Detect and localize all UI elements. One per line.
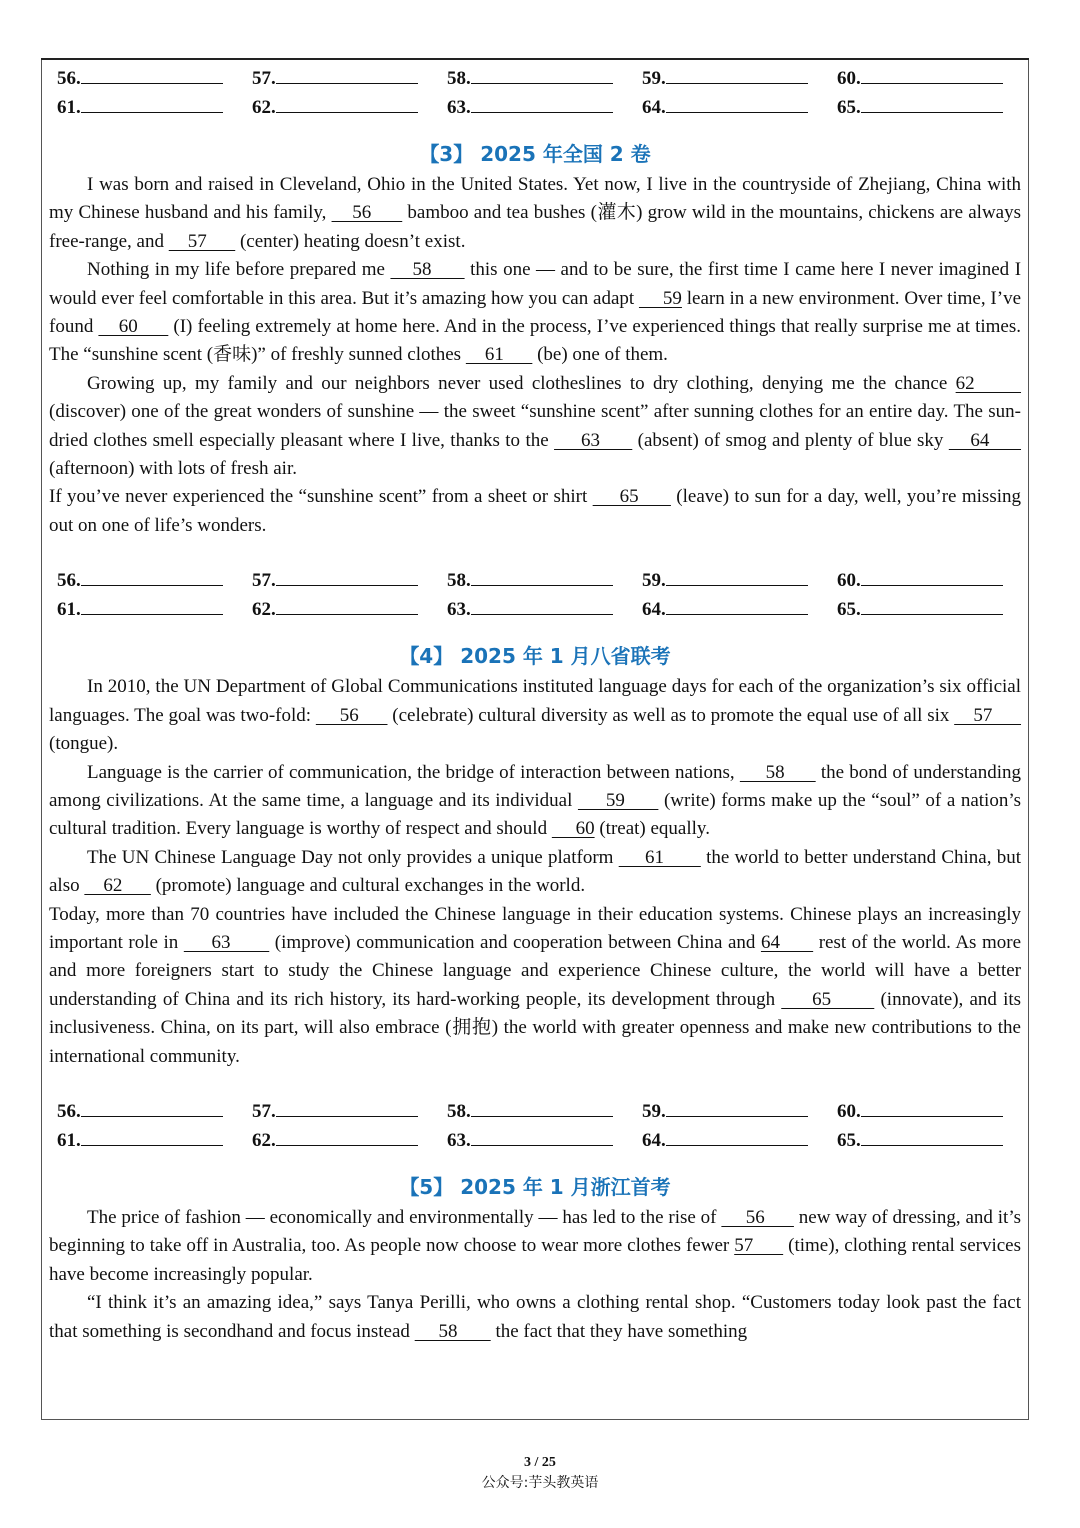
section-title: 【4】 2025 年 1 月八省联考 [399, 644, 671, 669]
paragraph: Growing up, my family and our neighbors never used clotheslines to dry clothing, denying me the chance 62 (discover) one of the great wonders of sunshine — the sweet “sunshine scent” after sunning clothes for an entire day. The sun-dried clothes smell especially pleasant where I live, thanks to the 63 (absent) of smog and plenty of blue sky 64 (afternoon) with lots of fresh air. [49, 372, 1022, 480]
blank: 56 [721, 1206, 794, 1228]
blank: 57 [168, 230, 236, 252]
blank: 65 [592, 486, 671, 508]
paragraph: The price of fashion — economically and environmentally — has led to the rise of 56 new way of dressing, and it’s beginning to take off in Australia, too. As people now choose to wear more clothes fewer 57 (time), clothing rental services have become increasingly popular. [49, 1206, 1022, 1285]
blank: 58 [390, 259, 465, 281]
answer-slot: 62. [252, 1128, 447, 1153]
section-title: 【3】 2025 年全国 2 卷 [419, 142, 651, 166]
blank: 62 [84, 875, 151, 897]
answer-grid [49, 1099, 1021, 1153]
page-content [49, 62, 1021, 1346]
answer-slot: 60. [837, 66, 1032, 91]
page-footer [0, 1455, 1080, 1493]
answer-slot: 59. [642, 568, 837, 593]
blank: 60 [551, 818, 595, 840]
paragraph: I was born and raised in Cleveland, Ohio in the United States. Yet now, I live in the countryside of Zhejiang, China with my Chinese husband and his family, 56 bamboo and tea bushes (灌木) grow wild in the mountains, chickens are always free-range, and 57 (center) heating doesn’t exist. [49, 174, 1021, 252]
publisher-note: 公众号:芋头教英语 [481, 1475, 599, 1491]
answer-slot: 63. [447, 95, 642, 120]
blank: 56 [315, 704, 388, 726]
answer-slot: 61. [57, 597, 252, 622]
paragraph: Nothing in my life before prepared me 58 this one — and to be sure, the first time I came here I never imagined I would ever feel comfortable in this area. But it’s amazing how you can adapt 59 learn in a new environment. Over time, I’ve found 60 (I) feeling extremely at home here. And in the process, I’ve experienced things that really surprise me at times. The “sunshine scent (香味)” of freshly sunned clothes 61 (be) one of them. [49, 259, 1022, 366]
answer-slot: 64. [642, 597, 837, 622]
blank: 59 [577, 789, 659, 811]
paragraph: “I think it’s an amazing idea,” says Tanya Perilli, who owns a clothing rental shop. “Customers today look past the fact that something is secondhand and focus instead 58 the fact that they have something [49, 1292, 1021, 1342]
blank: 57 [954, 704, 1022, 726]
answer-slot: 58. [447, 1099, 642, 1124]
answer-slot: 58. [447, 568, 642, 593]
answer-slot: 57. [252, 66, 447, 91]
answer-slot: 62. [252, 95, 447, 120]
answer-slot: 65. [837, 1128, 1032, 1153]
answer-slot: 64. [642, 95, 837, 120]
answer-slot: 59. [642, 66, 837, 91]
blank: 59 [638, 287, 682, 309]
answer-slot: 57. [252, 568, 447, 593]
answer-slot: 64. [642, 1128, 837, 1153]
blank: 63 [554, 429, 633, 451]
blank: 61 [465, 344, 533, 366]
answer-slot: 56. [57, 1099, 252, 1124]
paragraph: In 2010, the UN Department of Global Communications instituted language days for each of the organization’s six official languages. The goal was two-fold: 56 (celebrate) cultural diversity as well as to promote the equal use of all six 57 (tongue). [49, 676, 1022, 755]
blank: 58 [414, 1320, 491, 1342]
blank: 58 [739, 761, 816, 783]
blank: 64 [948, 429, 1022, 451]
blank: 63 [183, 931, 270, 953]
answer-slot: 61. [57, 1128, 252, 1153]
answer-slot: 58. [447, 66, 642, 91]
answer-slot: 59. [642, 1099, 837, 1124]
answer-slot: 61. [57, 95, 252, 120]
answer-slot: 60. [837, 568, 1032, 593]
answer-grid [49, 66, 1021, 120]
blank: 64 [760, 931, 814, 953]
blank: 65 [781, 988, 875, 1010]
answer-slot: 56. [57, 66, 252, 91]
blank: 62 [955, 372, 1022, 394]
blank: 61 [618, 846, 701, 868]
paragraph: Language is the carrier of communication, the bridge of interaction between nations, 58 the bond of understanding among civilizations. At the same time, a language and its individual 59 (write) forms make up the “soul” of a nation’s cultural tradition. Every language is worthy of respect and should 60 (treat) equally. [49, 761, 1022, 840]
answer-slot: 57. [252, 1099, 447, 1124]
top-rule [41, 58, 1029, 60]
blank: 60 [98, 316, 169, 338]
answer-slot: 63. [447, 597, 642, 622]
paragraph: If you’ve never experienced the “sunshine scent” from a sheet or shirt 65 (leave) to sun for a day, well, you’re missing out on one of life’s wonders. [49, 486, 1021, 536]
answer-slot: 63. [447, 1128, 642, 1153]
answer-grid [49, 568, 1021, 622]
answer-slot: 60. [837, 1099, 1032, 1124]
paragraph: Today, more than 70 countries have included the Chinese language in their education systems. Chinese plays an increasingly important role in 63 (improve) communication and cooperation between China and 64 rest of the world. As more and more foreigners start to study the Chinese language and experience Chinese culture, the world will have a better understanding of China and its rich history, its hard-working people, its development through 65 (innovate), and its inclusiveness. China, on its part, will also embrace (拥抱) the world with greater openness and make new contributions to the international community. [49, 903, 1022, 1067]
paragraph: The UN Chinese Language Day not only provides a unique platform 61 the world to better understand China, but also 62 (promote) language and cultural exchanges in the world. [49, 846, 1022, 897]
answer-slot: 65. [837, 597, 1032, 622]
section-title: 【5】 2025 年 1 月浙江首考 [399, 1174, 671, 1199]
answer-slot: 65. [837, 95, 1032, 120]
answer-slot: 62. [252, 597, 447, 622]
blank: 57 [734, 1235, 784, 1257]
answer-slot: 56. [57, 568, 252, 593]
page-number: 3 / 25 [524, 1455, 556, 1470]
blank: 56 [331, 202, 403, 224]
